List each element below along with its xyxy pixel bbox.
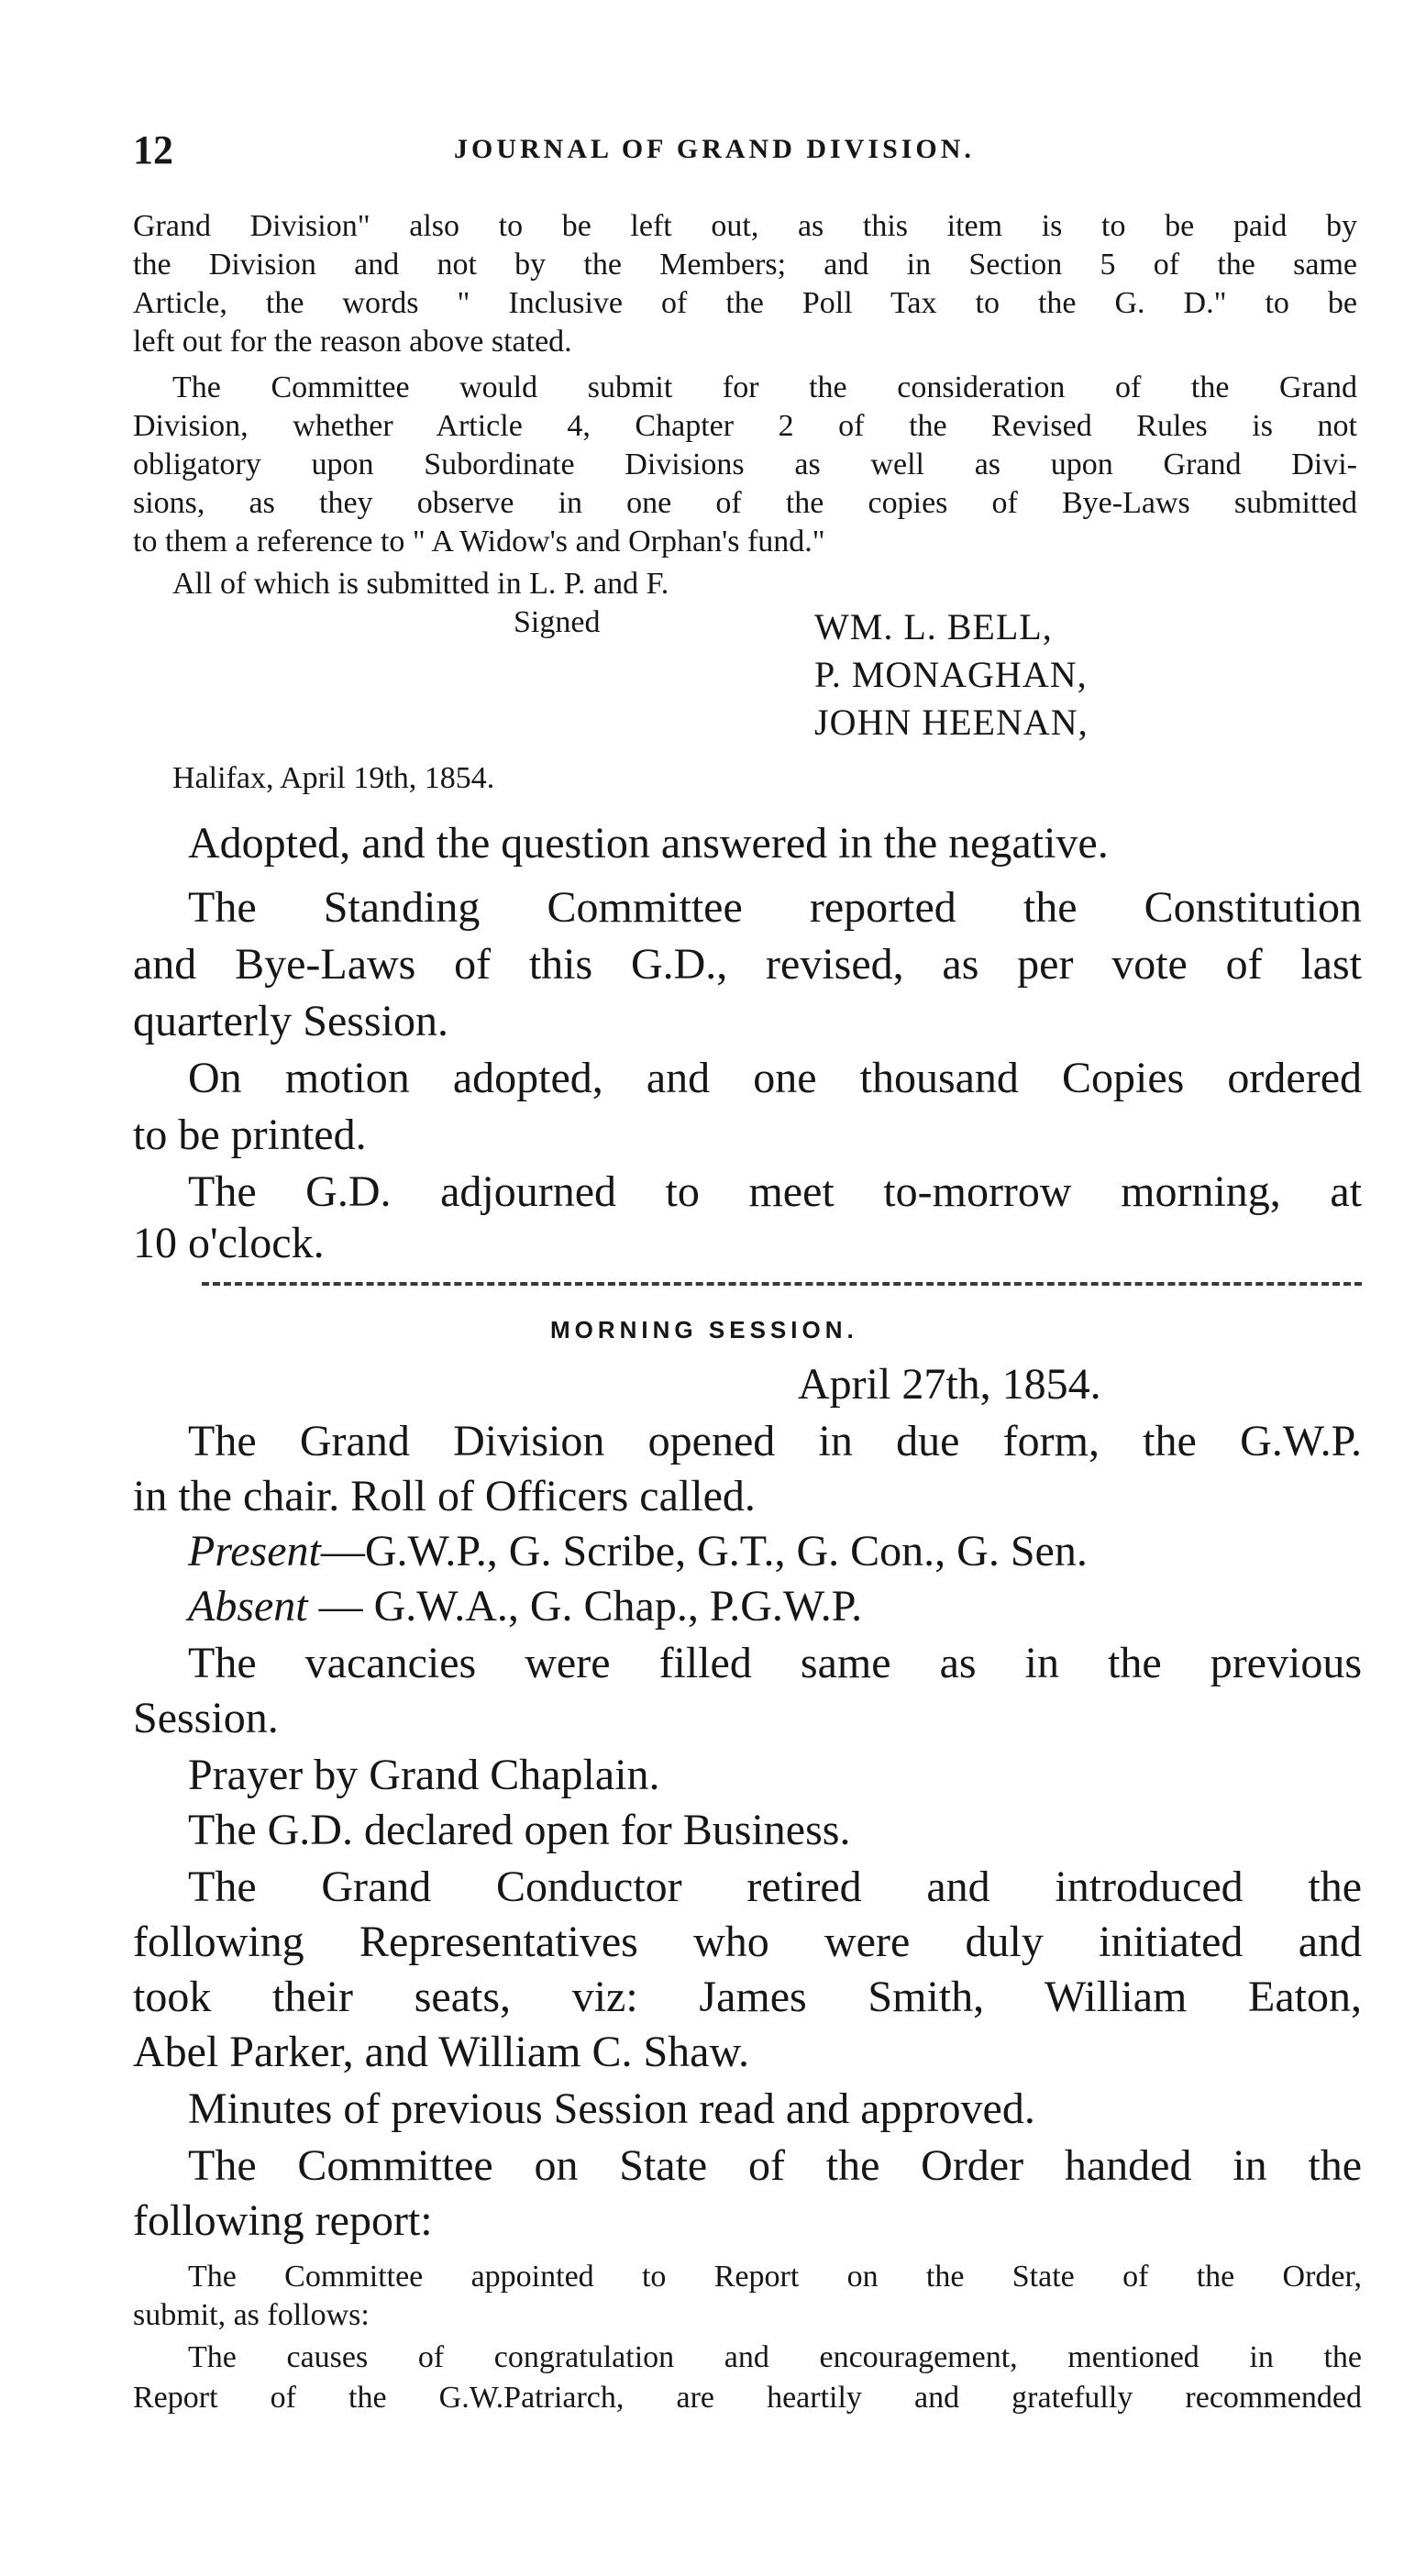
text-line: the Division and not by the Members; and in Section 5 of the same — [133, 248, 1357, 282]
text-line: Abel Parker, and William C. Shaw. — [133, 2028, 750, 2076]
text-line: took their seats, viz: James Smith, William Eaton, — [133, 1973, 1362, 2021]
running-head: JOURNAL OF GRAND DIVISION. — [454, 134, 975, 164]
absent-label: Absent — [188, 1582, 308, 1631]
text-line: Session. — [133, 1694, 279, 1742]
signed-label: Signed — [514, 605, 601, 639]
text-line: The Committee appointed to Report on the State of the Order, — [188, 2260, 1362, 2294]
text-line: in the chair. Roll of Officers called. — [133, 1472, 756, 1520]
present-text: —G.W.P., G. Scribe, G.T., G. Con., G. Sen. — [320, 1527, 1088, 1575]
text-line: left out for the reason above stated. — [133, 325, 572, 359]
present-label: Present — [188, 1527, 321, 1575]
signatory-name: WM. L. BELL, — [814, 606, 1053, 647]
text-line: The Committee on State of the Order handed in the — [188, 2141, 1362, 2190]
text-line: quarterly Session. — [133, 997, 448, 1045]
text-line: The G.D. adjourned to meet to-morrow morning, at — [188, 1167, 1362, 1216]
text-line: to be printed. — [133, 1111, 367, 1159]
signatory-name: P. MONAGHAN, — [814, 654, 1088, 695]
text-line: Article, the words " Inclusive of the Poll Tax to the G. D." to be — [133, 286, 1357, 320]
session-title: MORNING SESSION. — [550, 1316, 858, 1343]
signatory-name: JOHN HEENAN, — [814, 702, 1089, 743]
text-line: The Standing Committee reported the Constitution — [188, 883, 1362, 932]
text-line: submit, as follows: — [133, 2298, 370, 2332]
text-line: following Representatives who were duly initiated and — [133, 1918, 1362, 1966]
report-date: Halifax, April 19th, 1854. — [172, 761, 495, 795]
text-line: following report: — [133, 2196, 433, 2245]
text-line: 10 o'clock. — [133, 1219, 325, 1267]
text-line: The Grand Conductor retired and introduced the — [188, 1863, 1362, 1911]
present-line — [188, 1526, 1088, 1576]
text-line: and Bye-Laws of this G.D., revised, as per vote of last — [133, 940, 1362, 989]
text-line: Adopted, and the question answered in the negative. — [188, 819, 1109, 868]
text-line: Report of the G.W.Patriarch, are heartily and gratefully recommended — [133, 2381, 1362, 2415]
page-header — [133, 127, 1371, 182]
text-line: to them a reference to " A Widow's and Orphan's fund." — [133, 525, 825, 558]
text-line: The causes of congratulation and encouragement, mentioned in the — [188, 2340, 1362, 2374]
session-date: April 27th, 1854. — [798, 1360, 1101, 1409]
text-line: obligatory upon Subordinate Divisions as well as upon Grand Divi- — [133, 448, 1357, 481]
absent-line — [188, 1581, 862, 1631]
page-number: 12 — [133, 127, 173, 172]
text-line: The Grand Division opened in due form, the G.W.P. — [188, 1417, 1362, 1465]
text-line: On motion adopted, and one thousand Copies ordered — [188, 1054, 1362, 1102]
text-line: sions, as they observe in one of the copies of Bye-Laws submitted — [133, 486, 1357, 520]
text-line: The Committee would submit for the consideration of the Grand — [172, 370, 1357, 404]
text-line: Prayer by Grand Chaplain. — [188, 1751, 660, 1799]
text-line: Minutes of previous Session read and approved. — [188, 2084, 1035, 2133]
text-line: The vacancies were filled same as in the previous — [188, 1639, 1362, 1687]
text-line: Grand Division" also to be left out, as this item is to be paid by — [133, 209, 1357, 243]
section-divider — [202, 1282, 1362, 1286]
submitted-line: All of which is submitted in L. P. and F. — [172, 567, 669, 601]
text-line: Division, whether Article 4, Chapter 2 of the Revised Rules is not — [133, 409, 1357, 443]
absent-text: — G.W.A., G. Chap., P.G.W.P. — [307, 1582, 863, 1631]
text-line: The G.D. declared open for Business. — [188, 1806, 851, 1854]
